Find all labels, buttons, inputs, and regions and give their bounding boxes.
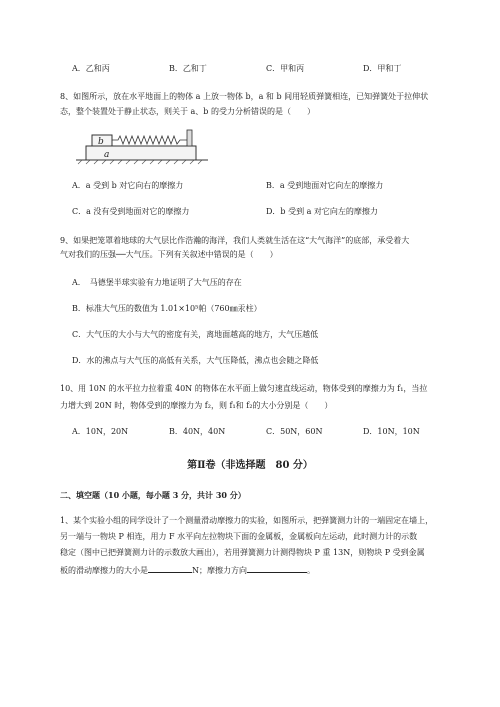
q10-options: [72, 427, 472, 437]
post: [187, 130, 192, 146]
q10-stem-line-2: 力增大到 20N 时，物体受到的摩擦力为 f₂，则 f₁和 f₂的大小分别是（ ）: [60, 401, 333, 410]
q7-option-d: D．甲和丁: [363, 64, 402, 73]
fill1-line-1: 1、某个实验小组的同学设计了一个测量滑动摩擦力的实验，如图所示，把弹簧测力计的一端固定在墙上，: [60, 516, 434, 525]
friction-direction-blank[interactable]: [247, 564, 307, 573]
q10-option-a: A．10N，20N: [72, 427, 129, 436]
spring: [112, 136, 187, 144]
q7-option-b: B．乙和丁: [169, 64, 207, 73]
fill1-line-2: 另一端与一物块 P 相连，用力 F 水平向左拉物块下面的金属板，金属板向左运动，此时测力计的示数: [60, 532, 418, 541]
fill1-text-c: 。: [307, 566, 315, 575]
q8-option-b: B．a 受到地面对它向左的摩擦力: [266, 181, 384, 190]
q10-option-d: D．10N，10N: [363, 427, 420, 436]
label-a: a: [104, 150, 110, 160]
q7-options: [72, 64, 472, 74]
q8-option-c: C．a 没有受到地面对它的摩擦力: [72, 207, 190, 216]
q8-option-d: D．b 受到 a 对它向左的摩擦力: [266, 207, 378, 216]
fill1-text-a: 板的滑动摩擦力的大小是: [60, 566, 148, 575]
q9-option-c: C．大气压的大小与大气的密度有关，离地面越高的地方，大气压越低: [72, 330, 319, 339]
label-b: b: [98, 137, 104, 147]
q8-stem-line-1: 8、如图所示，放在水平地面上的物体 a 上放一物体 b，a 和 b 间用轻质弹簧相连，已知弹簧处于拉伸状: [60, 92, 429, 101]
q9-stem-line-1: 9、如果把笼罩着地球的大气层比作浩瀚的海洋，我们人类就生活在这“大气海洋”的底部，承受着大: [60, 236, 410, 245]
section-subheading: 二、填空题（10 小题，每小题 3 分，共计 30 分）: [60, 490, 246, 500]
fill1-line-4: [60, 564, 315, 576]
q8-figure: [74, 124, 210, 166]
q10-option-b: B．40N，40N: [169, 427, 226, 436]
fill1-line-3: 稳定（图中已把弹簧测力计的示数放大画出），若用弹簧测力计测得物块 P 重 13N，则物块 P 受到金属: [60, 548, 425, 557]
q9-option-b: B．标准大气压的数值为 1.01×10⁵帕（760㎜汞柱）: [72, 304, 262, 313]
q9-option-a: A． 马德堡半球实验有力地证明了大气压的存在: [72, 278, 242, 287]
q8-option-a: A．a 受到 b 对它向右的摩擦力: [72, 181, 184, 190]
section-title: 第Ⅱ卷（非选择题 80 分）: [187, 460, 313, 471]
friction-magnitude-blank[interactable]: [148, 564, 192, 573]
q7-option-c: C．甲和丙: [266, 64, 305, 73]
block-a: [86, 146, 196, 160]
q10-stem-line-1: 10、用 10N 的水平拉力拉着重 40N 的物体在水平面上做匀速直线运动，物体受到的摩擦力为 f₁，当拉: [60, 384, 428, 393]
q10-option-c: C．50N，60N: [266, 427, 323, 436]
ground-hatch: [78, 160, 202, 164]
q9-option-d: D．水的沸点与大气压的高低有关系，大气压降低，沸点也会随之降低: [72, 356, 319, 365]
q9-stem-line-2: 气对我们的压强──大气压。下列有关叙述中错误的是（ ）: [60, 250, 278, 259]
q8-stem-line-2: 态，整个装置处于静止状态，则关于 a、b 的受力分析错误的是（ ）: [60, 107, 315, 116]
q7-option-a: A．乙和丙: [72, 64, 110, 73]
fill1-text-b: N；摩擦力方向: [192, 566, 247, 575]
